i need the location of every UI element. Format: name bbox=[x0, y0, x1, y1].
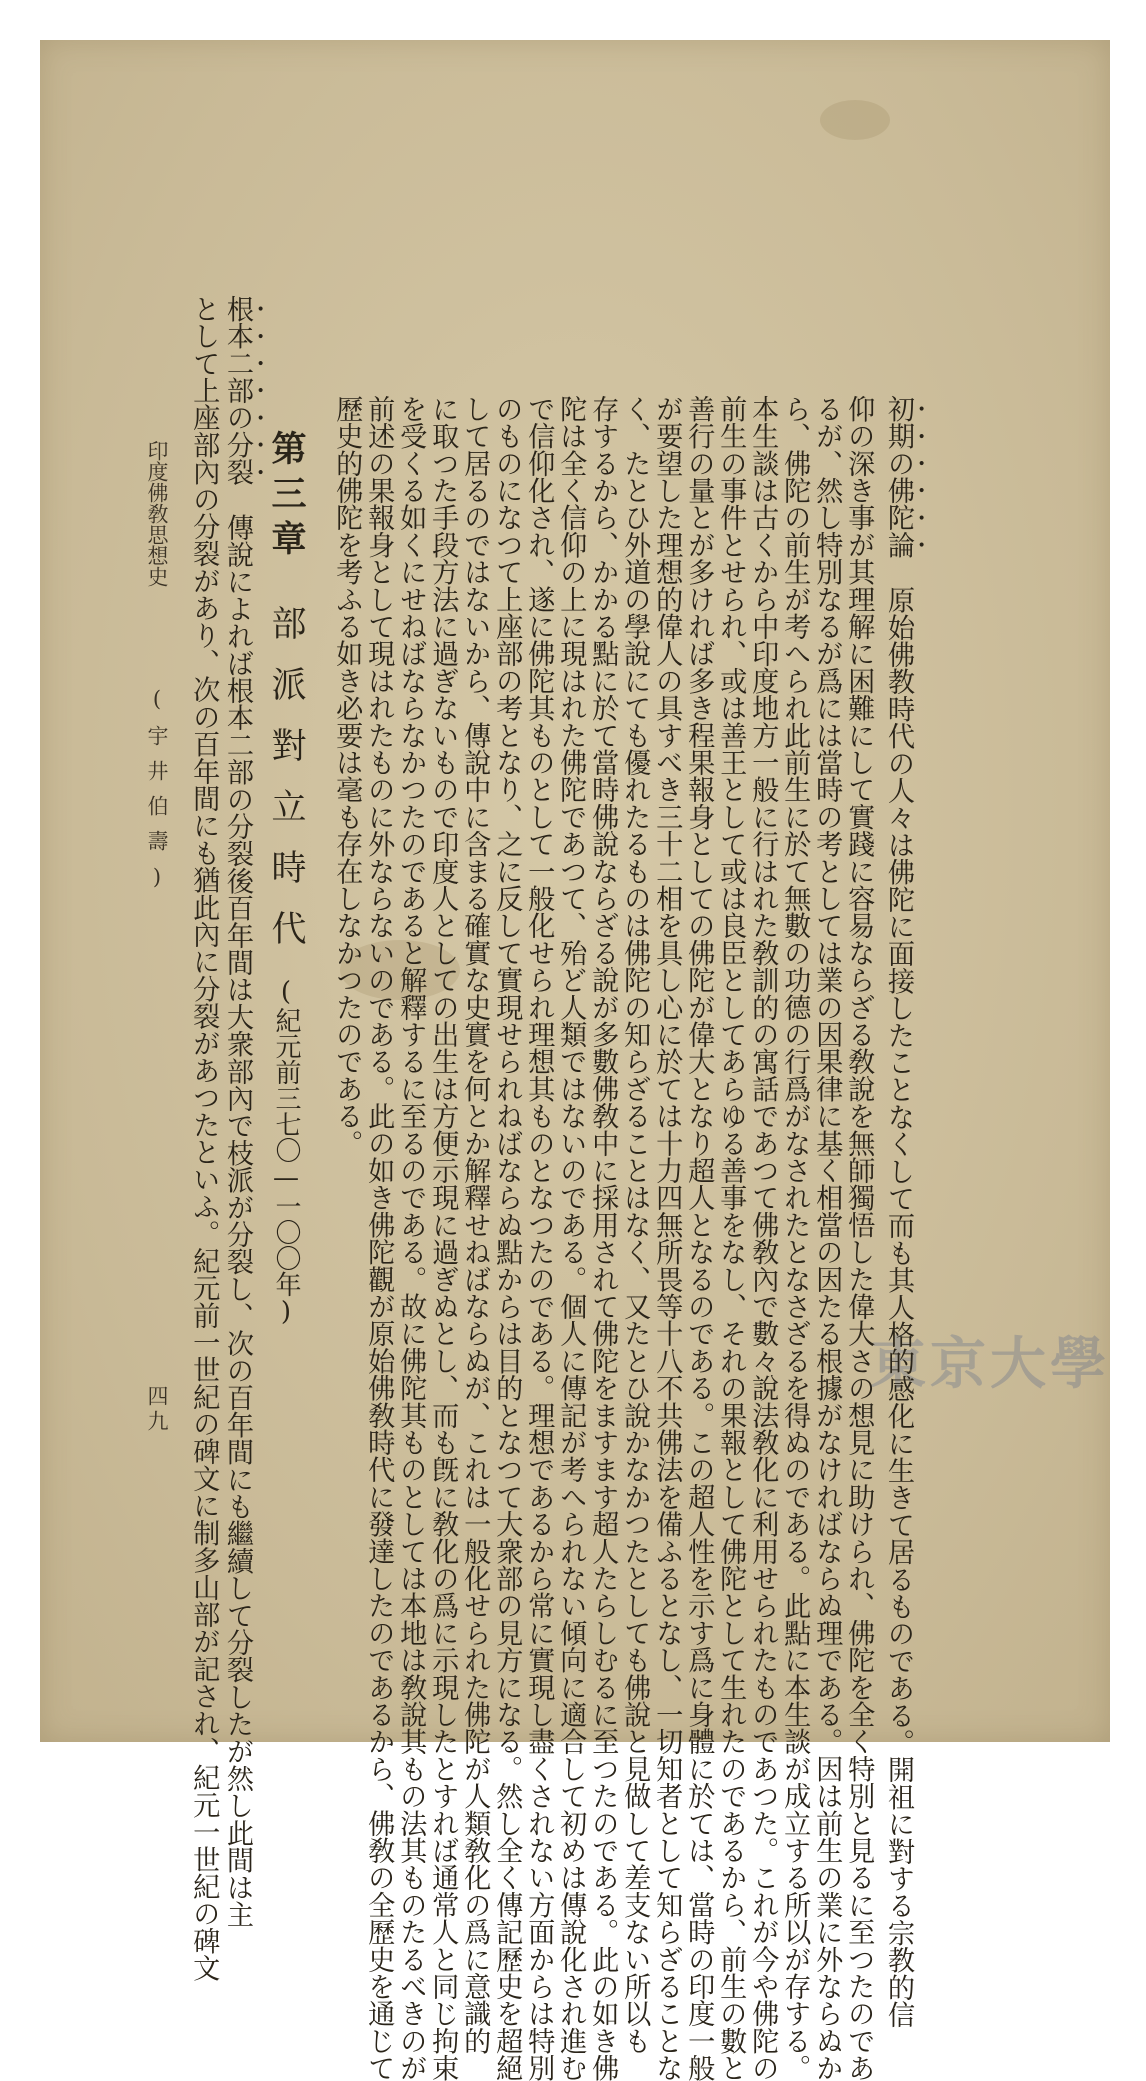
running-head bbox=[146, 440, 167, 903]
body-column-7: 善行の量とが多ければ多き程果報身としての佛陀が偉大となり超人となるのである。この超人性を示す爲に身體に於ては、當時の印度一般 bbox=[683, 395, 715, 2081]
body-column-4: ら、佛陀の前生が考へられ此前生に於て無數の功德の行爲がなされたとなさざるを得ぬのである。此點に本生談が成立する所以が存する。 bbox=[779, 395, 811, 2081]
body-column-17: 前述の果報身として現はれたものに外ならないのである。此の如き佛陀觀が原始佛敎時代に發達したのであるから、佛敎の全歷史を通じて bbox=[363, 395, 395, 2081]
body-column-12: で信仰化され、遂に佛陀其ものとして一般化せられ理想其ものとなつたのである。理想であるから常に實現し盡くされない方面からは特別 bbox=[523, 395, 555, 2081]
chapter-number: 第三章 bbox=[266, 430, 307, 565]
book-title: 印度佛敎思想史 bbox=[145, 440, 169, 587]
body-column-6: 前生の事件とせられ、或は善王として或は良臣としてあらゆる善事をなし、それの果報として佛陀として生れたのであるから、前生の數と bbox=[715, 395, 747, 2081]
chapter-title: 部派對立時代 bbox=[266, 605, 306, 971]
body-text: 傳說によれば根本二部の分裂後百年間は大衆部內で枝派が分裂し、次の百年間にも繼續して分裂したが然し此間は主 bbox=[222, 513, 253, 1928]
body-column-15: に取つた手段方法に過ぎないもので印度人としての出生は方便示現に過ぎぬとし、而も旣に敎化の爲に示現したとすれば通常人と同じ拘束 bbox=[427, 395, 459, 2081]
scanned-page bbox=[40, 40, 1110, 2081]
body-column-8: が要望した理想的偉人の具すべき三十二相を具し心に於ては十力四無所畏等十八不共佛法を備ふるとなし、一切知者として知らざることな bbox=[651, 395, 683, 2081]
body-column-14: して居るのではないから、傳說中に含まる確實な史實を何とか解釋せねばならぬが、これは一般化せられた佛陀が人類敎化の爲に意識的 bbox=[459, 395, 491, 2055]
chapter-heading bbox=[266, 430, 307, 1327]
body-column-9: く、たとひ外道の學說にても優れたるものは佛陀の知らざることはなく、又たとひ說かなかつたとしても佛說と見做して差支ない所以も bbox=[619, 395, 651, 2055]
section-heading-schism: 根本二部の分裂 bbox=[222, 295, 253, 486]
author-name: (宇井伯壽) bbox=[145, 687, 169, 903]
body-column-13: のものになつて上座部の考となり、之に反して實現せられねばならぬ點からは目的となつて大衆部の見方になる。然し全く傳記歷史を超絕 bbox=[491, 395, 523, 2081]
page-number: 四九 bbox=[145, 1385, 169, 1435]
section2-column-1 bbox=[222, 295, 269, 1928]
body-column-10: 存するから、かかる點に於て當時佛說ならざる說が多數佛敎中に採用されて佛陀をますます超人たらしむるに至つたのである。此の如き佛 bbox=[587, 395, 619, 2081]
body-text: 原始佛教時代の人々は佛陀に面接したことなくして而も其人格的感化に生きて居るものである。開祖に對する宗教的信 bbox=[883, 586, 914, 2028]
section2-column-2: として上座部內の分裂があり、次の百年間にも猶此內に分裂があつたといふ。紀元前一世紀の碑文に制多山部が記され、紀元一世紀の碑文 bbox=[188, 295, 220, 1982]
section-heading-early-buddha: 初期の佛陀論 bbox=[883, 395, 914, 559]
body-column-2: 仰の深き事が其理解に困難にして實踐に容易ならざる敎說を無師獨悟した偉大さの想見に助けられ、佛陀を全く特別と見るに至つたのであ bbox=[843, 395, 875, 2081]
body-column-18: 歷史的佛陀を考ふる如き必要は毫も存在しなかつたのである。 bbox=[331, 395, 363, 1157]
chapter-dates: (紀元前三七〇—一〇〇年) bbox=[271, 977, 301, 1327]
body-column-3: るが、然し特別なるが爲には當時の考としては業の因果律に基く相當の因たる根據がなければならぬ理である。因は前生の業に外ならぬか bbox=[811, 395, 843, 2081]
paper-stain bbox=[820, 100, 890, 140]
body-column-1 bbox=[883, 395, 930, 2028]
library-watermark: 東京大學 bbox=[870, 1331, 1110, 1397]
body-column-5: 本生談は古くから中印度地方一般に行はれた敎訓的の寓話であつて佛敎內で數々說法敎化に利用せられたものであつた。これが今や佛陀の bbox=[747, 395, 779, 2081]
body-column-16: を受くる如くにせねばならなかつたのであると解釋するに至るのである。故に佛陀其ものとしては本地は敎說其もの法其ものたるべきのが bbox=[395, 395, 427, 2081]
body-column-11: 陀は全く信仰の上に現はれた佛陀であつて、殆ど人類ではないのである。個人に傳記が考へられない傾向に適合して初めは傳說化され進む bbox=[555, 395, 587, 2081]
